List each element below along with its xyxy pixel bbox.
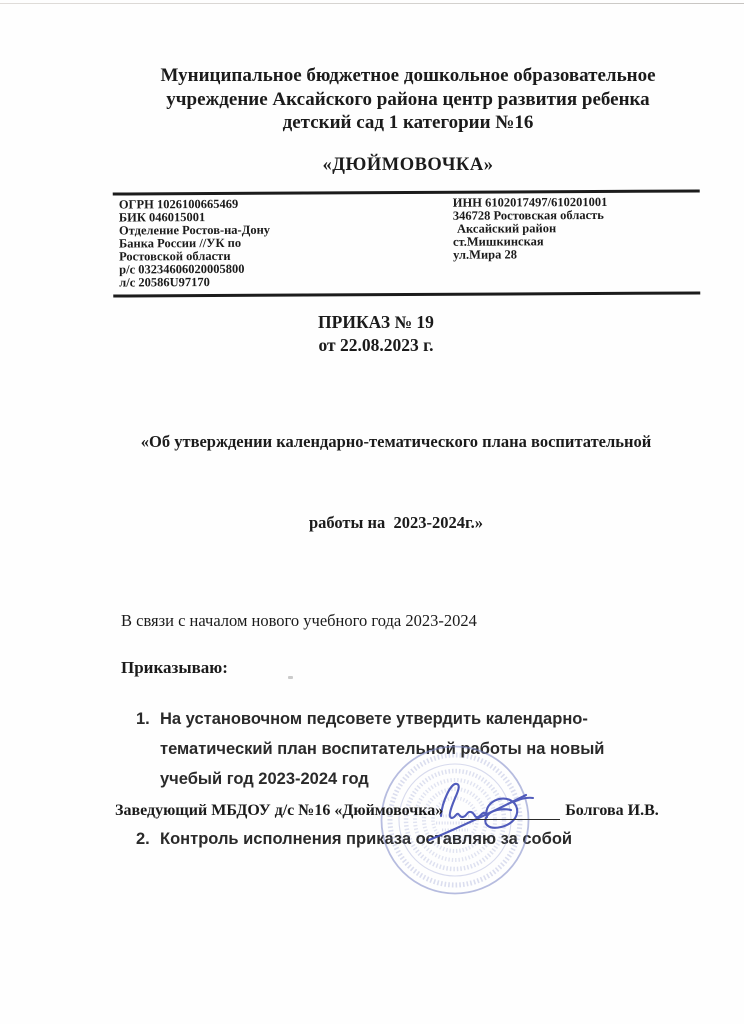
order-title: ПРИКАЗ № 19: [318, 311, 434, 332]
requisite-address: Аксайский район: [456, 220, 557, 236]
order-heading: [80, 311, 672, 357]
org-name: [112, 0, 704, 135]
requisite-account: р/с 03234606020005800: [119, 261, 245, 277]
org-name-line: учреждение Аксайского района центр развития ребенка: [166, 88, 650, 110]
signature-row: [115, 802, 659, 820]
order-items: [0, 704, 744, 854]
order-date: от 22.08.2023 г.: [318, 334, 434, 355]
order-item-text: На установочном педсовете утвердить календарно- тематический план воспитательной работы на новый учебый год 2023-2024 год: [160, 709, 605, 788]
requisite-bik: БИК 046015001: [118, 209, 206, 225]
requisites-right-column: [453, 195, 698, 287]
org-name-line: детский сад 1 категории №16: [282, 112, 534, 133]
requisite-address: ст.Мишкинская: [452, 233, 544, 249]
org-name-line: Муниципальное бюджетное дошкольное образовательное: [160, 65, 656, 86]
requisites-left-column: [119, 196, 453, 289]
order-item-text: Контроль исполнения приказа оставляю за собой: [160, 829, 573, 848]
requisite-bank: Банка России //УК по: [118, 235, 242, 251]
requisites-block: [113, 189, 701, 297]
requisite-inn: ИНН 6102017497/610201001: [452, 194, 608, 210]
order-subject-line: «Об утверждении календарно-тематического плана воспитательной: [140, 431, 652, 451]
signature-line: [460, 802, 560, 820]
requisite-bank: Отделение Ростов-на-Дону: [118, 222, 271, 238]
requisite-account: л/с 20586U97170: [119, 274, 210, 290]
org-short-name: «ДЮЙМОВОЧКА»: [322, 154, 494, 175]
requisite-address: 346728 Ростовская область: [452, 207, 604, 223]
order-item-number: 2.: [136, 829, 150, 848]
scan-edge-line: [0, 3, 744, 4]
order-intro-text: В связи с началом нового учебного года 2023-2024: [121, 610, 477, 630]
order-subject: [100, 374, 692, 590]
scan-smudge: [288, 676, 293, 679]
signatory-title: Заведующий МБДОУ д/с №16 «Дюймовочка»: [115, 802, 444, 819]
resolution-label: Приказываю:: [121, 657, 228, 677]
order-item-number: 1.: [136, 709, 150, 728]
signatory-name: Болгова И.В.: [565, 802, 659, 819]
order-item: [136, 824, 744, 854]
order-subject-line: работы на 2023-2024г.»: [308, 512, 484, 532]
requisite-bank: Ростовской области: [119, 248, 231, 264]
requisite-ogrn: ОГРН 1026100665469: [118, 196, 239, 212]
requisite-address: ул.Мира 28: [453, 246, 518, 262]
order-item: [136, 704, 744, 794]
